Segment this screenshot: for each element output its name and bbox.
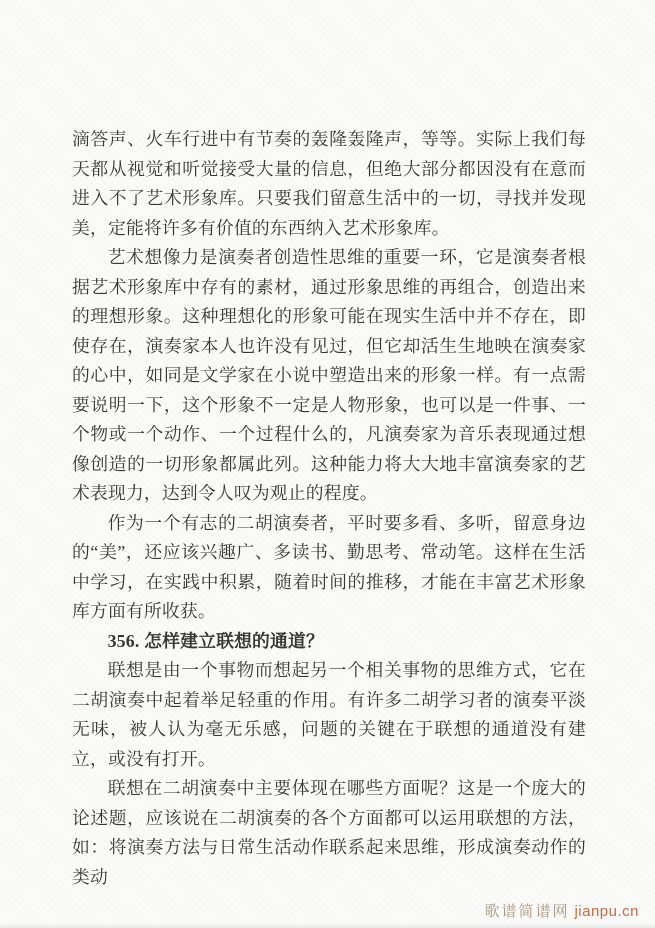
body-paragraph-association-aspects: 联想在二胡演奏中主要体现在哪些方面呢？这是一个庞大的论述题，应该说在二胡演奏的各个方面都可以运用联想的方法，如：将演奏方法与日常生活动作联系起来思维，形成演奏动作的类动 (72, 778, 586, 887)
body-paragraph-association-definition: 联想是由一个事物而想起另一个相关事物的思维方式，它在二胡演奏中起着举足轻重的作用。有许多二胡学习者的演奏平淡无味，被人认为毫无乐感，问题的关键在于联想的通道没有建立，或没有打开。 (72, 660, 586, 769)
body-paragraph-art-imagination: 艺术想像力是演奏者创造性思维的重要一环，它是演奏者根据艺术形象库中存有的素材，通过形象思维的再组合，创造出来的理想形象。这种理想化的形象可能在现实生活中并不存在，即使存在，演奏家本人也许没有见过，但它却活生生地映在演奏家的心中，如同是文学家在小说中塑造出来的形象一样。有一点需要说明一下，这个形象不一定是人物形象，也可以是一件事、一个物或一个动作、一个过程什么的，凡演奏家为音乐表现通过想像创造的一切形象都属此列。这种能力将大大地丰富演奏家的艺术表现力，达到令人叹为观止的程度。 (72, 247, 586, 503)
body-paragraph-continuation: 滴答声、火车行进中有节奏的轰隆轰隆声，等等。实际上我们每天都从视觉和听觉接受大量的信息，但绝大部分都因没有在意而进入不了艺术形象库。只要我们留意生活中的一切，寻找并发现美，定能将许多有价值的东西纳入艺术形象库。 (72, 129, 586, 238)
watermark-site-name: 歌谱简谱网 (484, 903, 570, 920)
watermark-site-url: jianpu.cn (574, 903, 639, 920)
watermark (484, 903, 639, 920)
section-heading-question-356: 356. 怎样建立联想的通道？ (107, 630, 324, 651)
text-column (72, 125, 586, 892)
body-paragraph-erhu-player-advice: 作为一个有志的二胡演奏者，平时要多看、多听，留意身边的“美”，还应该兴趣广、多读书、勤思考、常动笔。这样在生活中学习，在实践中积累，随着时间的推移，才能在丰富艺术形象库方面有所收获。 (72, 512, 586, 621)
